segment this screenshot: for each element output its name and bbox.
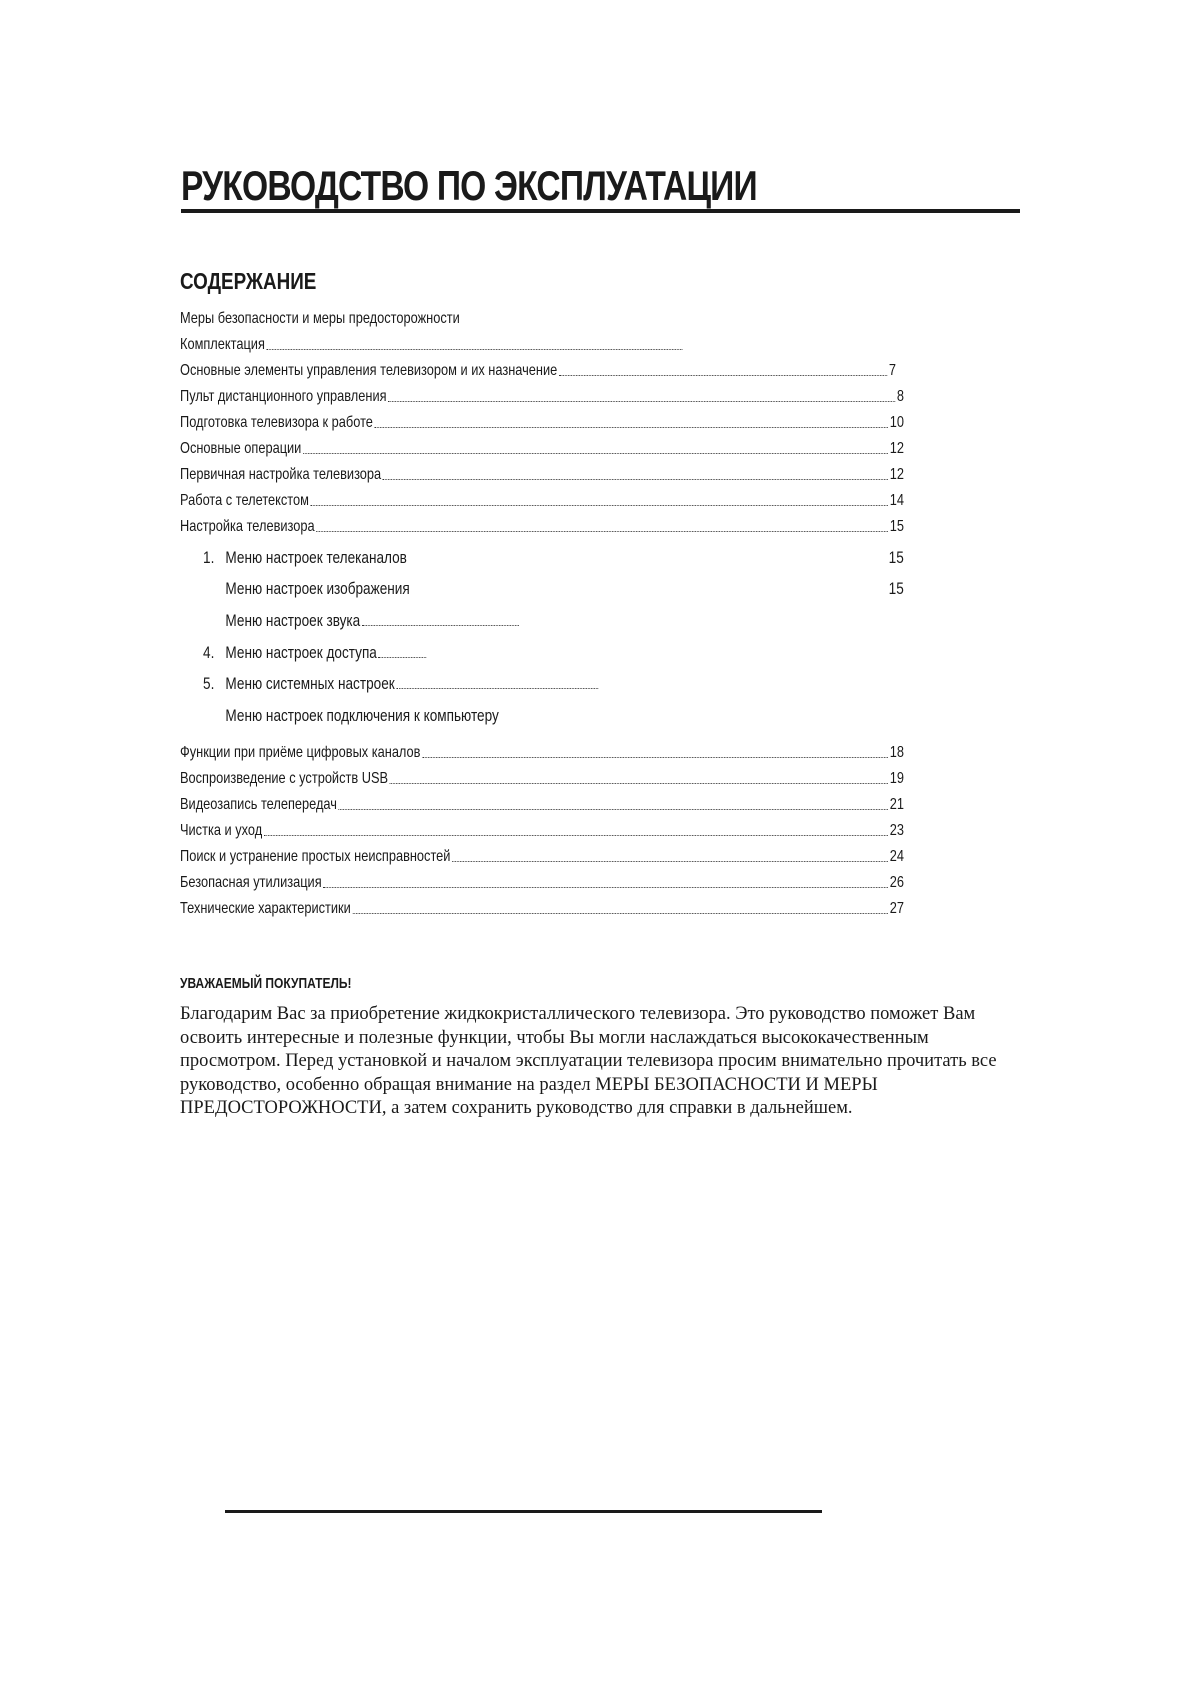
toc-leader-dots — [390, 782, 889, 784]
toc-subitem-label: Меню настроек подключения к компьютеру — [225, 706, 499, 725]
toc-item-label: Технические характеристики — [180, 900, 351, 917]
toc-subitem-label: Меню настроек доступа — [225, 643, 377, 662]
toc-subitem-number: 5. — [203, 674, 215, 693]
toc-leader-dots — [378, 656, 426, 658]
toc-item-label: Основные операции — [180, 440, 302, 457]
toc-item-label: Подготовка телевизора к работе — [180, 414, 373, 431]
toc-leader-dots — [452, 860, 888, 862]
toc-subitem-page: 15 — [888, 548, 904, 567]
toc-item-label: Чистка и уход — [180, 822, 263, 839]
toc-item — [180, 413, 1085, 433]
page-title: РУКОВОДСТВО ПО ЭКСПЛУАТАЦИИ — [181, 162, 757, 209]
toc-subitem-page: 15 — [888, 579, 904, 598]
toc-item-page: 15 — [889, 518, 904, 535]
toc-item — [180, 335, 810, 355]
toc-item — [180, 517, 1085, 537]
toc-subitem-label: Меню настроек звука — [225, 611, 361, 630]
toc-item — [180, 899, 1085, 919]
toc-leader-dots — [388, 400, 895, 402]
greeting-heading: УВАЖАЕМЫЙ ПОКУПАТЕЛЬ! — [180, 975, 352, 992]
toc-item-label: Видеозапись телепередач — [180, 796, 337, 813]
toc-item-label: Воспроизведение с устройств USB — [180, 770, 389, 787]
toc-subitem — [203, 706, 573, 726]
toc-subitem — [203, 548, 1079, 568]
toc-item-label: Первичная настройка телевизора — [180, 466, 382, 483]
toc-item — [180, 387, 1085, 407]
toc-item — [180, 769, 1085, 789]
toc-subitem-number: 4. — [203, 643, 215, 662]
toc-item-label: Основные элементы управления телевизором и их назначение — [180, 362, 558, 379]
toc-leader-dots — [264, 834, 888, 836]
greeting-text: Благодарим Вас за приобретение жидкокристаллического телевизора. Это руководство поможет Вам освоить интересные и полезные функции, чтобы Вы могли наслаждаться высококачественным просмотром. Перед установкой и началом эксплуатации телевизора просим внимательно прочитать все руководство, особенно обращая внимание на раздел МЕРЫ БЕЗОПАСНОСТИ И МЕРЫ ПРЕДОСТОРОЖНОСТИ, а затем сохранить руководство для справки в дальнейшем. — [180, 1004, 997, 1118]
toc-item-page: 23 — [889, 822, 904, 839]
toc-leader-dots — [339, 808, 889, 810]
toc-item — [180, 361, 1075, 381]
toc-leader-dots — [559, 374, 887, 376]
toc-leader-dots — [311, 504, 889, 506]
toc-item — [180, 465, 1085, 485]
toc-item-page: 7 — [888, 362, 896, 379]
toc-subitem-label: Меню системных настроек — [225, 674, 395, 693]
toc-item-page: 27 — [889, 900, 904, 917]
toc-subitem — [203, 643, 484, 663]
toc-item-label: Настройка телевизора — [180, 518, 315, 535]
toc-item-page: 18 — [889, 744, 904, 761]
toc-item-label: Меры безопасности и меры предосторожности — [180, 310, 460, 327]
contents-heading: СОДЕРЖАНИЕ — [180, 268, 317, 294]
toc-leader-dots — [422, 756, 888, 758]
toc-item — [180, 439, 1085, 459]
toc-item-page: 19 — [889, 770, 904, 787]
toc-item-label: Функции при приёме цифровых каналов — [180, 744, 421, 761]
toc-item-label: Пульт дистанционного управления — [180, 388, 387, 405]
toc-item-label: Поиск и устранение простых неисправностей — [180, 848, 451, 865]
toc-leader-dots — [323, 886, 888, 888]
toc-leader-dots — [316, 530, 888, 532]
toc-subitem-label: Меню настроек изображения — [225, 579, 410, 598]
toc-item-label: Комплектация — [180, 336, 265, 353]
toc-item-page: 8 — [896, 388, 904, 405]
toc-subitem — [203, 674, 699, 694]
title-divider — [181, 209, 1020, 213]
toc-subitem-number: 1. — [203, 548, 215, 567]
toc-item — [180, 847, 1085, 867]
toc-subitem-label: Меню настроек телеканалов — [225, 548, 407, 567]
toc-item — [180, 743, 1085, 763]
toc-item-label: Безопасная утилизация — [180, 874, 322, 891]
toc-item-label: Работа с телетекстом — [180, 492, 309, 509]
toc-leader-dots — [352, 912, 888, 914]
toc-item-page: 14 — [889, 492, 904, 509]
toc-leader-dots — [266, 348, 682, 350]
toc-leader-dots — [375, 426, 889, 428]
toc-item-page: 12 — [889, 440, 904, 457]
toc-item — [180, 795, 1085, 815]
toc-leader-dots — [362, 624, 519, 626]
toc-item-page: 24 — [889, 848, 904, 865]
toc-leader-dots — [383, 478, 888, 480]
toc-item — [180, 873, 1085, 893]
footer-divider — [225, 1510, 822, 1513]
toc-subitem — [203, 611, 600, 631]
toc-item-page: 21 — [889, 796, 904, 813]
toc-item — [180, 309, 530, 329]
toc-item-page: 26 — [889, 874, 904, 891]
toc-item-page: 10 — [889, 414, 904, 431]
toc-item — [180, 821, 1085, 841]
toc-leader-dots — [396, 687, 598, 689]
toc-item-page: 12 — [889, 466, 904, 483]
toc-leader-dots — [303, 452, 888, 454]
toc-subitem — [203, 579, 1079, 599]
toc-item — [180, 491, 1085, 511]
